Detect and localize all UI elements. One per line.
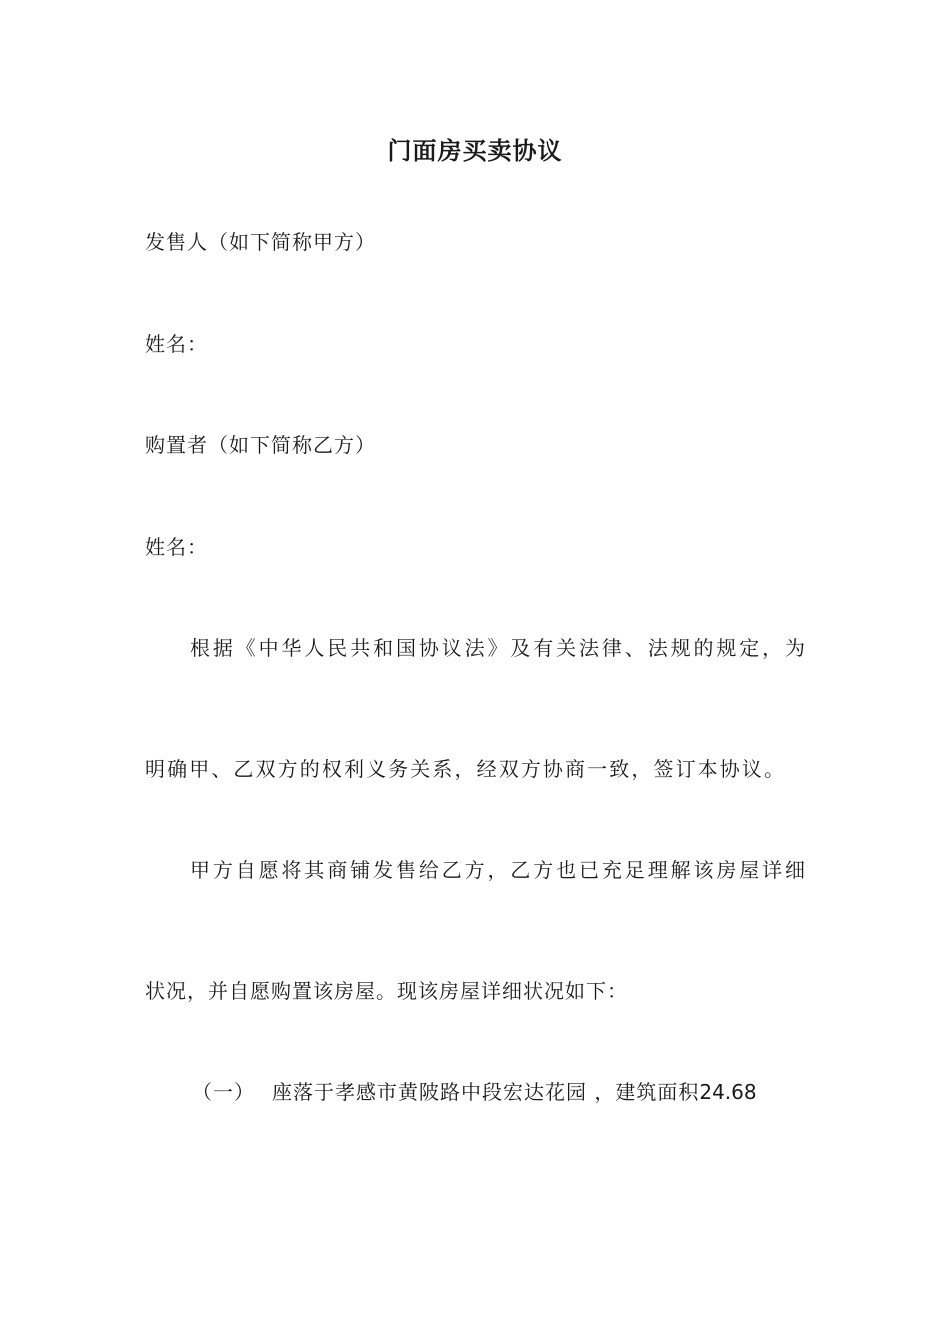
- buyer-name-label: 姓名：: [145, 535, 208, 559]
- seller-label: 发售人（如下简称甲方）: [145, 230, 376, 254]
- item-1-number: （一）: [192, 1080, 255, 1104]
- paragraph-1-line-2: 明确甲、乙双方的权利义务关系，经双方协商一致，签订本协议。: [145, 757, 785, 781]
- item-1-area: 24.68: [699, 1080, 757, 1104]
- paragraph-2-line-1: 甲方自愿将其商铺发售给乙方，乙方也已充足理解该房屋详细: [190, 858, 806, 882]
- buyer-label: 购置者（如下简称乙方）: [145, 433, 376, 457]
- item-1: [192, 1077, 808, 1107]
- item-1-text: 座落于孝感市黄陂路中段宏达花园 ，建筑面积: [272, 1080, 700, 1104]
- seller-name-label: 姓名：: [145, 332, 208, 356]
- paragraph-2-line-2: 状况，并自愿购置该房屋。现该房屋详细状况如下：: [145, 979, 628, 1003]
- document-title: 门面房买卖协议: [387, 137, 563, 165]
- paragraph-1-line-1: 根据《中华人民共和国协议法》及有关法律、法规的规定，为: [190, 636, 806, 660]
